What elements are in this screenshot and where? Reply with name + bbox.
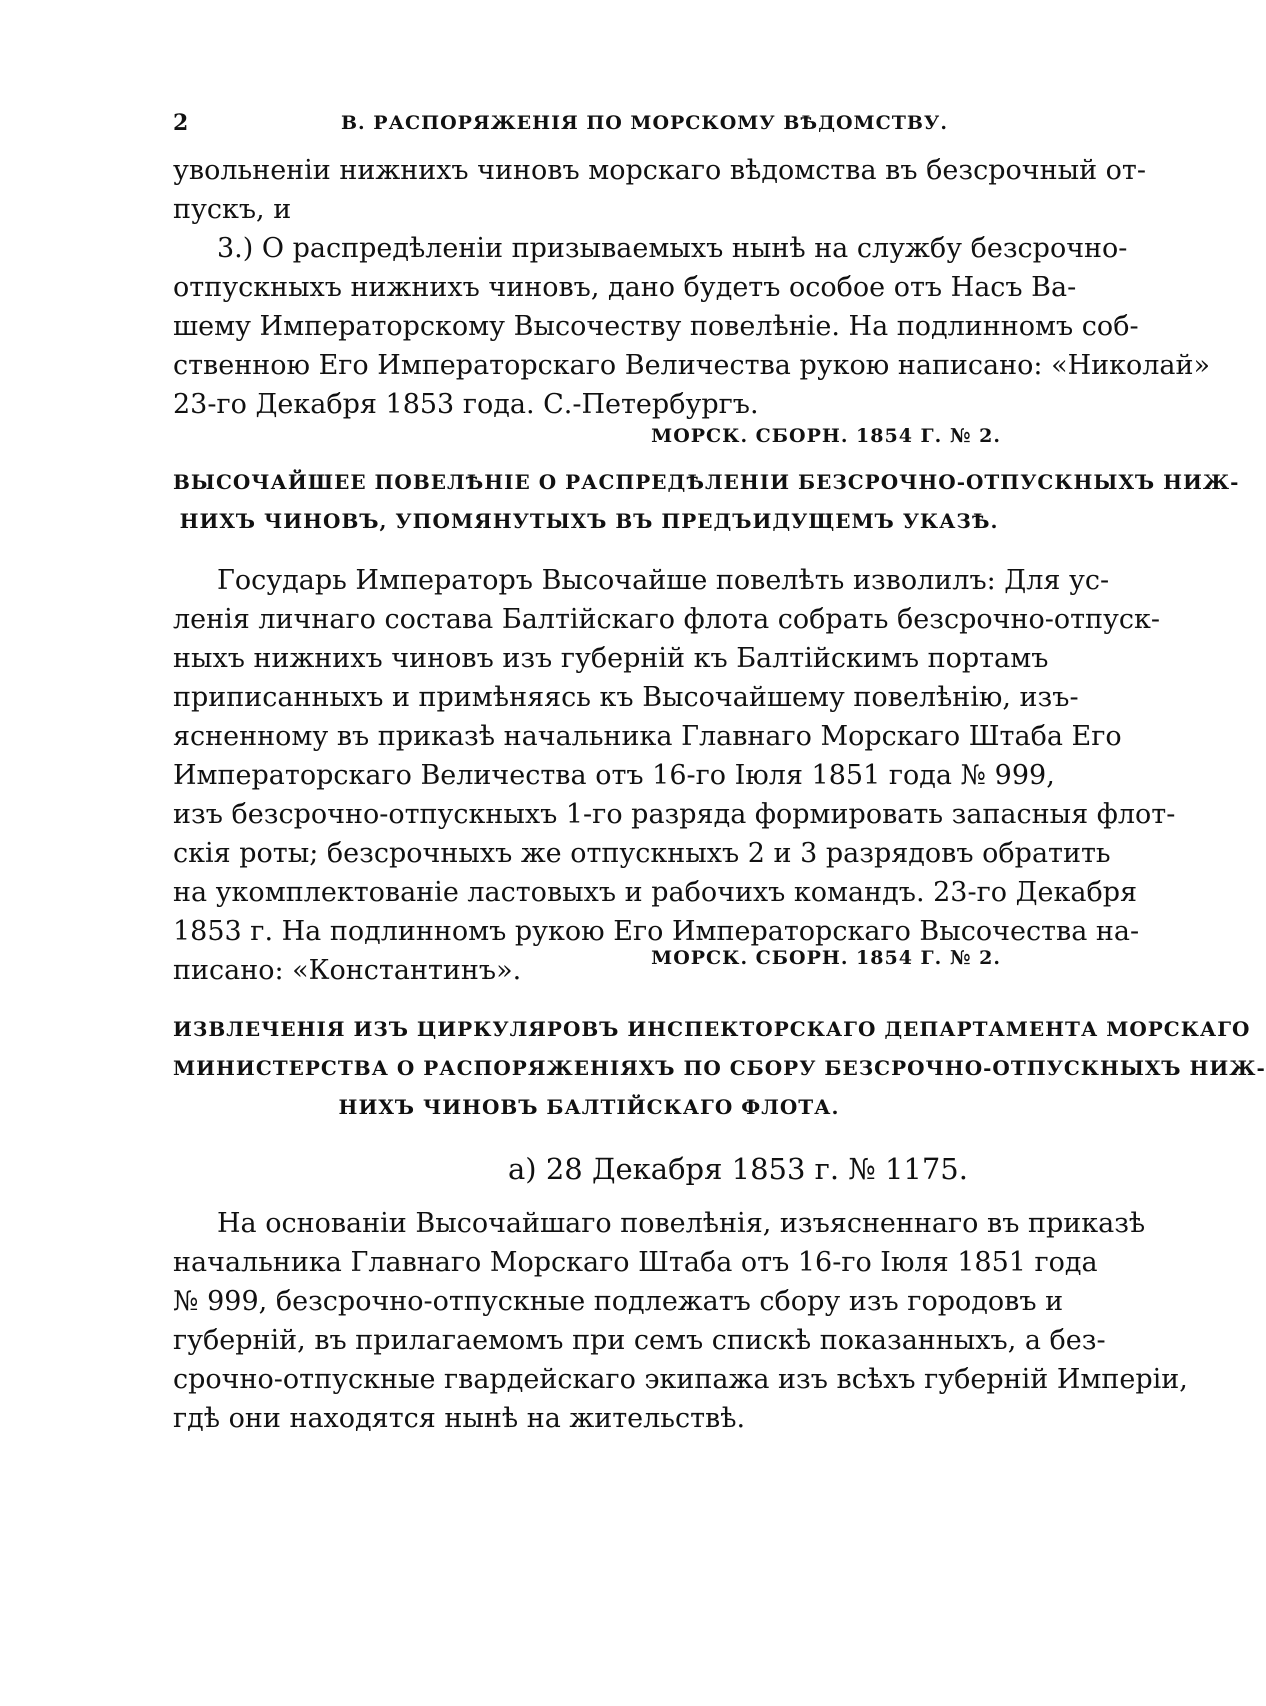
heading-line: МИНИСТЕРСТВА О РАСПОРЯЖЕНІЯХЪ ПО СБОРУ БЕЗСРОЧНО-ОТПУСКНЫХЪ НИЖ- [173, 1056, 1266, 1080]
paragraph-line: приписанныхъ и примѣняясь къ Высочайшему повелѣнію, изъ- [173, 682, 1079, 713]
source-citation: МОРСК. СБОРН. 1854 Г. № 2. [651, 425, 1001, 447]
paragraph-line: начальника Главнаго Морскаго Штаба отъ 16-го Іюля 1851 года [173, 1247, 1098, 1278]
decree-continuation-paragraph [173, 151, 1211, 424]
paragraph-line: пускъ, и [173, 194, 292, 225]
circular-paragraph [173, 1204, 1188, 1438]
paragraph-line: 3.) О распредѣленіи призываемыхъ нынѣ на службу безсрочно- [217, 233, 1128, 264]
running-head [173, 110, 1003, 142]
paragraph-line: ясненному въ приказѣ начальника Главнаго Морскаго Штаба Его [173, 721, 1122, 752]
source-citation: МОРСК. СБОРН. 1854 Г. № 2. [651, 947, 1001, 969]
paragraph-line: На основаніи Высочайшаго повелѣнія, изъясненнаго въ приказѣ [217, 1208, 1146, 1239]
paragraph-line: ственною Его Императорскаго Величества рукою написано: «Николай» [173, 350, 1211, 381]
heading-line: ВЫСОЧАЙШЕЕ ПОВЕЛѢНІЕ О РАСПРЕДѢЛЕНІИ БЕЗСРОЧНО-ОТПУСКНЫХЪ НИЖ- [173, 470, 1240, 494]
paragraph-line: 1853 г. На подлинномъ рукою Его Императорскаго Высочества на- [173, 916, 1140, 947]
imperial-command-paragraph [173, 561, 1176, 990]
heading-line: НИХЪ ЧИНОВЪ БАЛТІЙСКАГО ФЛОТА. [338, 1095, 840, 1119]
section-heading [173, 463, 1240, 541]
paragraph-line: ленія личнаго состава Балтійскаго флота собрать безсрочно-отпуск- [173, 604, 1161, 635]
paragraph-line: шему Императорскому Высочеству повелѣніе. На подлинномъ соб- [173, 311, 1139, 342]
paragraph-line: Государь Императоръ Высочайше повелѣть изволилъ: Для ус- [217, 565, 1110, 596]
paragraph-line: Императорскаго Величества отъ 16-го Іюля 1851 года № 999, [173, 760, 1055, 791]
paragraph-line: увольненіи нижнихъ чиновъ морскаго вѣдомства въ безсрочный от- [173, 155, 1146, 186]
heading-line: НИХЪ ЧИНОВЪ, УПОМЯНУТЫХЪ ВЪ ПРЕДЪИДУЩЕМЪ УКАЗѢ. [179, 509, 999, 533]
paragraph-line: изъ безсрочно-отпускныхъ 1-го разряда формировать запасныя флот- [173, 799, 1176, 830]
running-head-title: В. РАСПОРЯЖЕНІЯ ПО МОРСКОМУ ВѢДОМСТВУ. [341, 112, 948, 134]
paragraph-line: писано: «Константинъ». [173, 955, 522, 986]
section-heading-circulars [173, 1010, 1266, 1127]
paragraph-line: срочно-отпускные гвардейскаго экипажа изъ всѣхъ губерній Имперіи, [173, 1364, 1188, 1395]
paragraph-line: скія роты; безсрочныхъ же отпускныхъ 2 и 3 разрядовъ обратить [173, 838, 1111, 869]
paragraph-line: 23-го Декабря 1853 года. С.-Петербургъ. [173, 389, 759, 420]
paragraph-line: гдѣ они находятся нынѣ на жительствѣ. [173, 1403, 746, 1434]
heading-line: ИЗВЛЕЧЕНІЯ ИЗЪ ЦИРКУЛЯРОВЪ ИНСПЕКТОРСКАГО ДЕПАРТАМЕНТА МОРСКАГО [173, 1017, 1251, 1041]
paragraph-line: ныхъ нижнихъ чиновъ изъ губерній къ Балтійскимъ портамъ [173, 643, 1049, 674]
subsection-date-line: а) 28 Декабря 1853 г. № 1175. [508, 1152, 968, 1186]
paragraph-line: губерній, въ прилагаемомъ при семъ спискѣ показанныхъ, а без- [173, 1325, 1106, 1356]
paragraph-line: отпускныхъ нижнихъ чиновъ, дано будетъ особое отъ Насъ Ва- [173, 272, 1077, 303]
paragraph-line: на укомплектованіе ластовыхъ и рабочихъ командъ. 23-го Декабря [173, 877, 1138, 908]
paragraph-line: № 999, безсрочно-отпускные подлежатъ сбору изъ городовъ и [173, 1286, 1064, 1317]
page-number: 2 [173, 110, 189, 136]
